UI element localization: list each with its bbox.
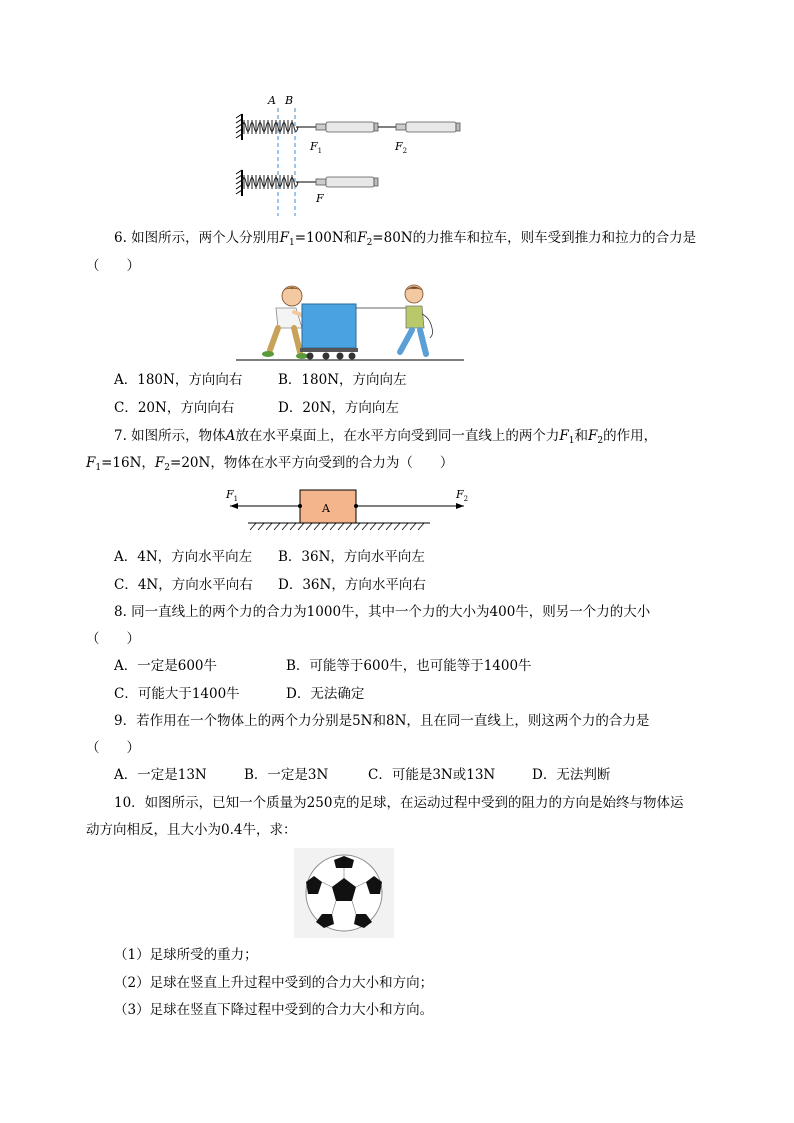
label-f1: $F_1$	[310, 140, 323, 155]
soccer-ball-image	[294, 848, 394, 938]
q7-stem-line2: $F_1=16N$，$F_2=20N$，物体在水平方向受到的合力为（ ）	[86, 455, 454, 473]
spring-scale-3	[316, 177, 378, 187]
spring-scale-figure	[230, 92, 470, 220]
spring-top	[242, 120, 298, 134]
q7-option-c[interactable]: C．4N，方向水平向右	[114, 577, 253, 593]
q10-part-1: （1）足球所受的重力；	[114, 947, 258, 963]
spring-scale-2	[396, 122, 460, 132]
q7-option-b[interactable]: B．36N，方向水平向左	[278, 549, 425, 565]
q8-option-a[interactable]: A．一定是600牛	[114, 658, 218, 674]
q7-option-d[interactable]: D．36N，方向水平向右	[278, 577, 426, 593]
q7-stem: 7. 如图所示，物体A放在水平桌面上，在水平方向受到同一直线上的两个力$F_1$和$F_2$的作用，	[114, 428, 658, 446]
fig-f2-label: $F_2$	[456, 488, 469, 503]
q10-stem-line2: 动方向相反，且大小为0.4牛，求：	[86, 822, 297, 838]
block-a-label: A	[322, 502, 330, 515]
label-f: F	[316, 192, 324, 205]
q10-part-3: （3）足球在竖直下降过程中受到的合力大小和方向。	[114, 1002, 434, 1018]
spring-bottom	[242, 175, 298, 189]
q6-stem: 6. 如图所示，两个人分别用$F_1=100N$和$F_2=80N$的力推车和拉车，则车受到推力和拉力的合力是	[114, 230, 697, 248]
q9-option-b[interactable]: B．一定是3N	[244, 767, 329, 783]
q10-stem: 10．如图所示，已知一个质量为250克的足球，在运动过程中受到的阻力的方向是始终与物体运	[114, 795, 684, 811]
spring-scale-1	[316, 122, 378, 132]
pulling-boy	[400, 285, 433, 354]
block-forces-figure	[220, 484, 474, 532]
wall-bottom	[236, 170, 242, 196]
fig-f1-label: $F_1$	[226, 488, 239, 503]
q6-option-c[interactable]: C．20N，方向向右	[114, 400, 235, 416]
q9-option-a[interactable]: A．一定是13N	[114, 767, 207, 783]
q6-option-d[interactable]: D．20N，方向向左	[278, 400, 399, 416]
label-f2: $F_2$	[395, 140, 408, 155]
q8-stem: 8. 同一直线上的两个力的合力为1000牛，其中一个力的大小为400牛，则另一个力的大小	[114, 604, 651, 620]
q8-option-d[interactable]: D．无法确定	[286, 686, 365, 702]
label-a: A	[268, 94, 276, 107]
push-pull-cart-figure	[236, 280, 464, 364]
q6-blank: （ ）	[86, 258, 140, 274]
q6-option-a[interactable]: A．180N，方向向右	[114, 372, 243, 388]
q10-part-2: （2）足球在竖直上升过程中受到的合力大小和方向；	[114, 975, 434, 991]
q9-option-d[interactable]: D．无法判断	[532, 767, 611, 783]
q8-option-b[interactable]: B．可能等于600牛，也可能等于1400牛	[286, 658, 532, 674]
wall-top	[236, 114, 242, 140]
q6-option-b[interactable]: B．180N，方向向左	[278, 372, 407, 388]
q8-blank: （ ）	[86, 631, 140, 647]
label-b: B	[285, 94, 294, 107]
q9-option-c[interactable]: C．可能是3N或13N	[368, 767, 496, 783]
q7-option-a[interactable]: A．4N，方向水平向左	[114, 549, 253, 565]
q8-option-c[interactable]: C．可能大于1400牛	[114, 686, 240, 702]
q9-blank: （ ）	[86, 740, 140, 756]
cart	[300, 304, 358, 360]
q9-stem: 9．若作用在一个物体上的两个力分别是5N和8N，且在同一直线上，则这两个力的合力是	[114, 713, 650, 729]
